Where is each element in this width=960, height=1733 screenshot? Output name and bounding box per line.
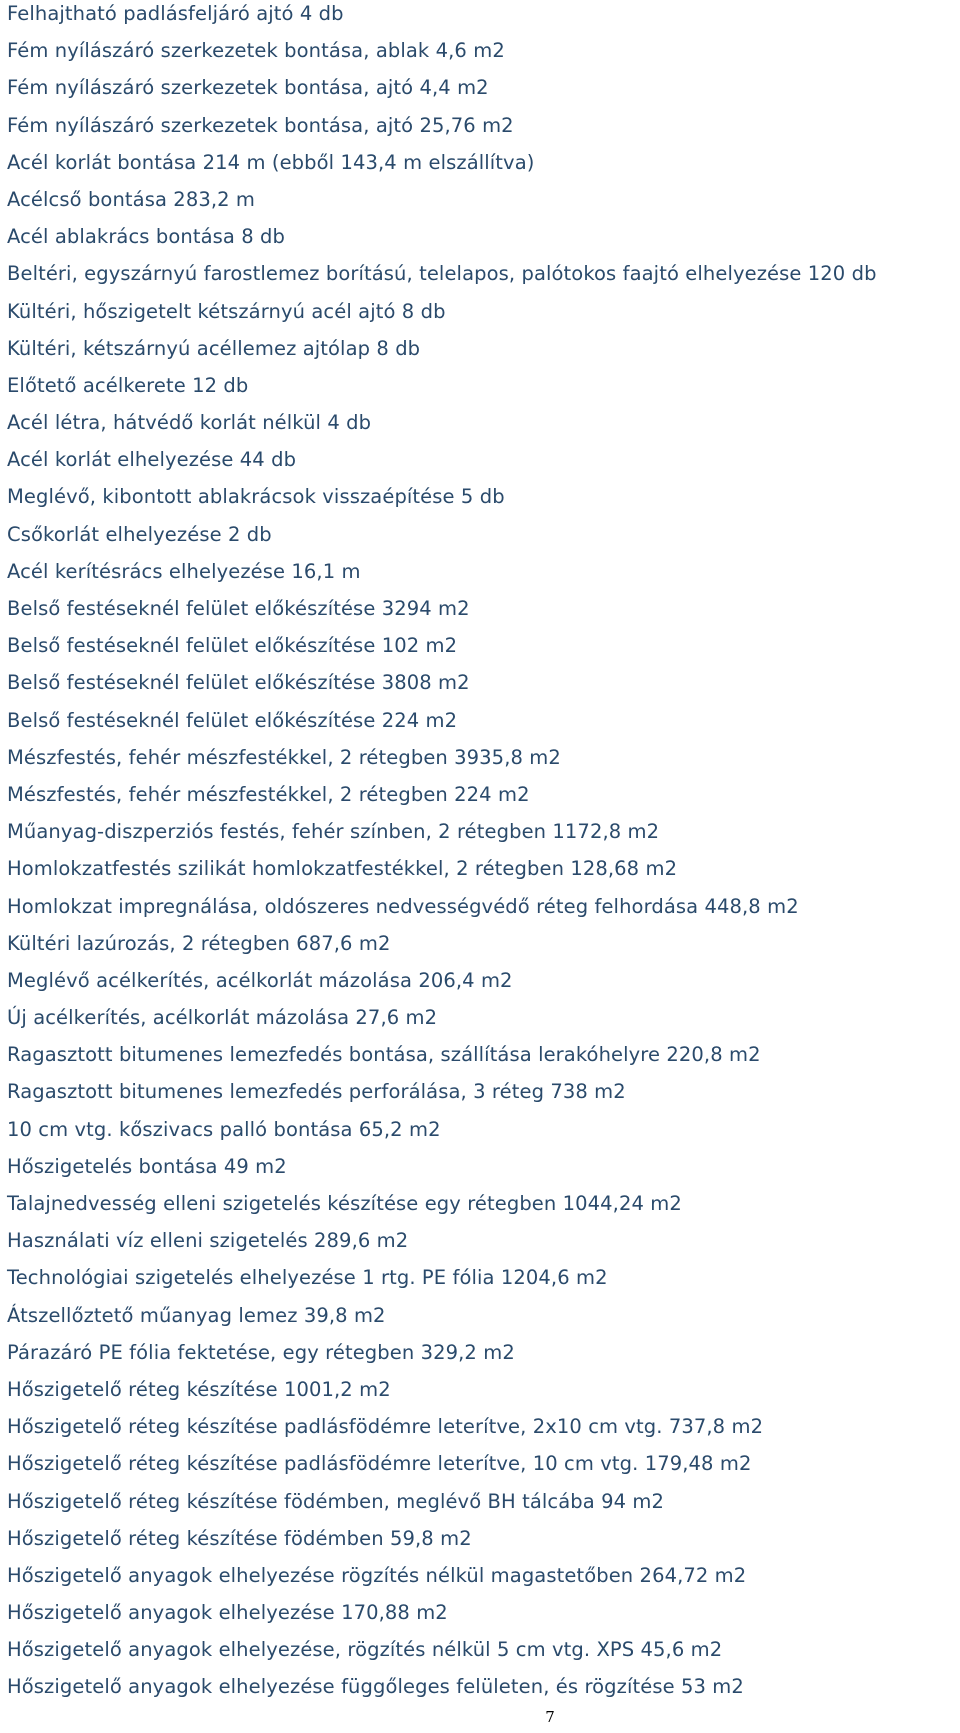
list-item: Hőszigetelő réteg készítése 1001,2 m2	[7, 1377, 391, 1401]
list-item: Acél ablakrács bontása 8 db	[7, 225, 285, 249]
list-item: Hőszigetelő anyagok elhelyezése rögzítés nélkül magastetőben 264,72 m2	[7, 1563, 747, 1587]
list-item: Belső festéseknél felület előkészítése 224 m2	[7, 708, 458, 732]
list-item: Ragasztott bitumenes lemezfedés bontása, szállítása lerakóhelyre 220,8 m2	[7, 1043, 761, 1067]
list-item: Fém nyílászáró szerkezetek bontása, ajtó 4,4 m2	[7, 76, 489, 100]
list-item: Kültéri, hőszigetelt kétszárnyú acél ajtó 8 db	[7, 299, 446, 323]
list-item: Kültéri lazúrozás, 2 rétegben 687,6 m2	[7, 931, 391, 955]
list-item: Acél korlát bontása 214 m (ebből 143,4 m elszállítva)	[7, 150, 535, 174]
list-item: Előtető acélkerete 12 db	[7, 373, 249, 397]
list-item: Acél korlát elhelyezése 44 db	[7, 448, 297, 472]
list-item: Hőszigetelő anyagok elhelyezése függőleges felületen, és rögzítése 53 m2	[7, 1675, 744, 1699]
list-item: Mészfestés, fehér mészfestékkel, 2 rétegben 3935,8 m2	[7, 745, 561, 769]
page-number: 7	[545, 1708, 555, 1726]
list-item: Hőszigetelés bontása 49 m2	[7, 1154, 287, 1178]
list-item: Technológiai szigetelés elhelyezése 1 rtg. PE fólia 1204,6 m2	[7, 1266, 608, 1290]
list-item: Homlokzatfestés szilikát homlokzatfestékkel, 2 rétegben 128,68 m2	[7, 857, 678, 881]
list-item: Ragasztott bitumenes lemezfedés perforálása, 3 réteg 738 m2	[7, 1080, 626, 1104]
list-item: Fém nyílászáró szerkezetek bontása, ajtó 25,76 m2	[7, 113, 514, 137]
list-item: Acél létra, hátvédő korlát nélkül 4 db	[7, 411, 372, 435]
list-item: Felhajtható padlásfeljáró ajtó 4 db	[7, 2, 344, 25]
list-item: Belső festéseknél felület előkészítése 102 m2	[7, 634, 458, 658]
list-item: Meglévő, kibontott ablakrácsok visszaépítése 5 db	[7, 485, 505, 509]
list-item: Belső festéseknél felület előkészítése 3808 m2	[7, 671, 470, 695]
list-item: Párazáró PE fólia fektetése, egy rétegben 329,2 m2	[7, 1340, 515, 1364]
list-item: Homlokzat impregnálása, oldószeres nedvességvédő réteg felhordása 448,8 m2	[7, 894, 799, 918]
list-item: Hőszigetelő anyagok elhelyezése, rögzítés nélkül 5 cm vtg. XPS 45,6 m2	[7, 1638, 723, 1662]
list-item: Belső festéseknél felület előkészítése 3294 m2	[7, 597, 470, 620]
list-item: Meglévő acélkerítés, acélkorlát mázolása 206,4 m2	[7, 968, 513, 992]
list-item: Acél kerítésrács elhelyezése 16,1 m	[7, 559, 361, 583]
list-item: Hőszigetelő réteg készítése födémben, meglévő BH tálcába 94 m2	[7, 1489, 664, 1513]
list-item: Talajnedvesség elleni szigetelés készítése egy rétegben 1044,24 m2	[7, 1192, 682, 1215]
list-item: Hőszigetelő réteg készítése padlásfödémre leterítve, 10 cm vtg. 179,48 m2	[7, 1452, 752, 1476]
list-item: Beltéri, egyszárnyú farostlemez borítású, telelapos, palótokos faajtó elhelyezése 120 db	[7, 262, 877, 286]
list-item: Acélcső bontása 283,2 m	[7, 187, 256, 211]
document-item-list	[7, 0, 877, 1711]
list-item: Hőszigetelő réteg készítése födémben 59,8 m2	[7, 1526, 472, 1550]
list-item: Átszellőztető műanyag lemez 39,8 m2	[7, 1303, 386, 1327]
list-item: Hőszigetelő réteg készítése padlásfödémre leterítve, 2x10 cm vtg. 737,8 m2	[7, 1415, 764, 1439]
list-item: Fém nyílászáró szerkezetek bontása, ablak 4,6 m2	[7, 39, 505, 63]
list-item: Hőszigetelő anyagok elhelyezése 170,88 m2	[7, 1601, 448, 1625]
list-item: Csőkorlát elhelyezése 2 db	[7, 522, 272, 546]
list-item: 10 cm vtg. kőszivacs palló bontása 65,2 m2	[7, 1117, 441, 1141]
list-item: Kültéri, kétszárnyú acéllemez ajtólap 8 db	[7, 336, 421, 360]
list-item: Műanyag-diszperziós festés, fehér színben, 2 rétegben 1172,8 m2	[7, 820, 660, 844]
list-item: Mészfestés, fehér mészfestékkel, 2 rétegben 224 m2	[7, 782, 530, 806]
list-item: Új acélkerítés, acélkorlát mázolása 27,6 m2	[7, 1006, 438, 1030]
list-item: Használati víz elleni szigetelés 289,6 m2	[7, 1229, 409, 1253]
